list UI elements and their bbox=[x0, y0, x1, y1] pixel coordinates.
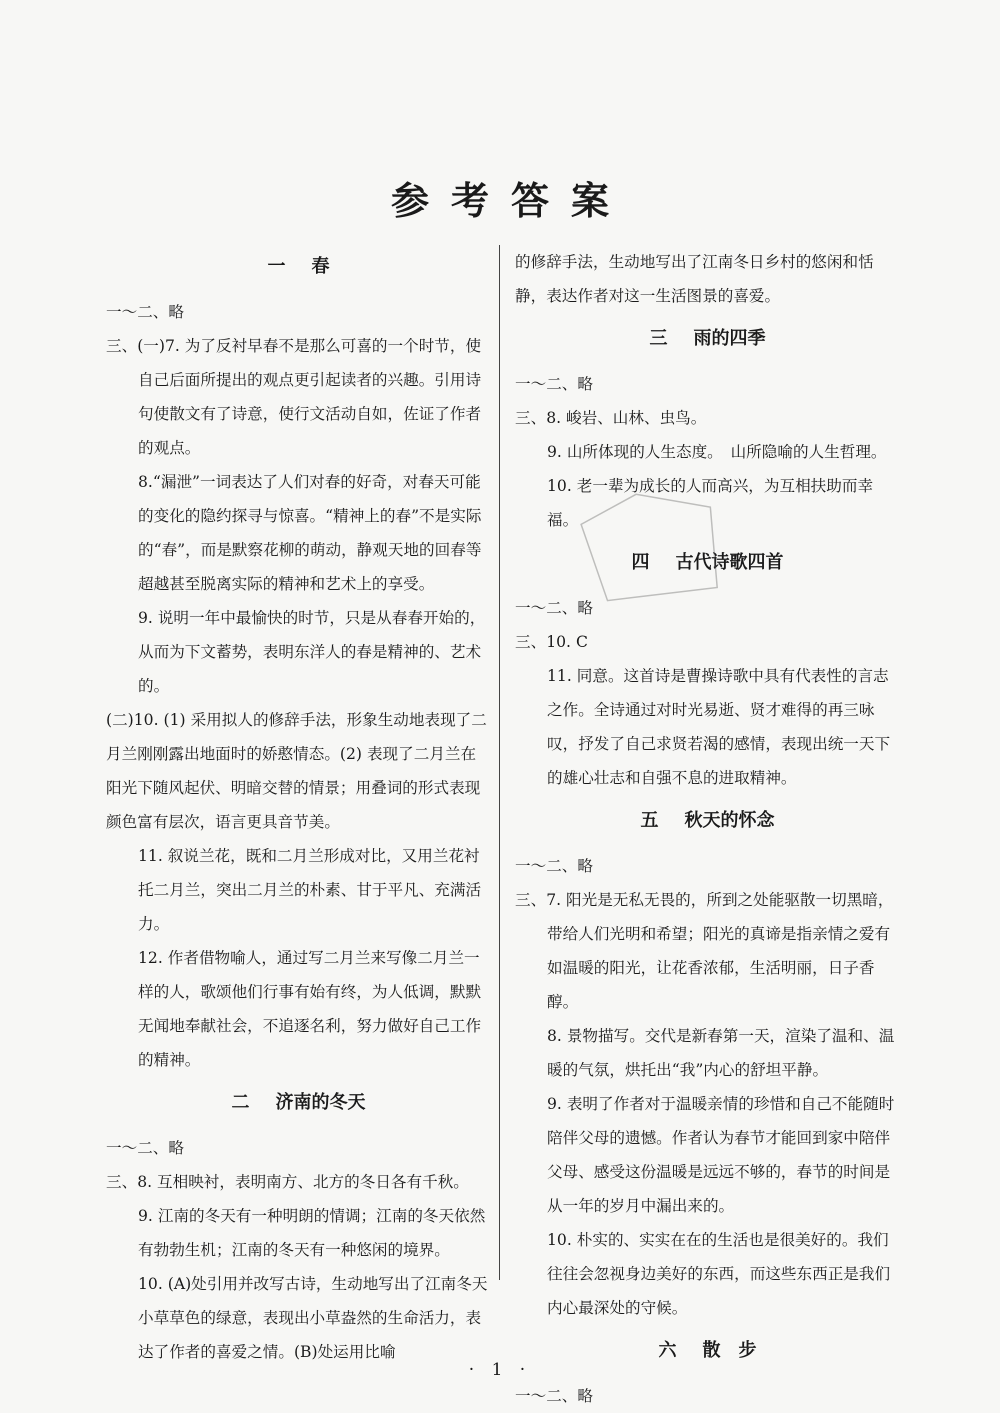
right-column bbox=[515, 245, 900, 1413]
section-title-5 bbox=[515, 803, 900, 839]
section-name: 古代诗歌四首 bbox=[675, 552, 784, 573]
answer-line: 一～二、略 bbox=[515, 599, 593, 617]
answer-line: 10. 朴实的、实实在在的生活也是很美好的。我们往往会忽视身边美好的东西，而这些东西正是我们内心最深处的守候。 bbox=[547, 1231, 891, 1317]
section-title-4 bbox=[515, 545, 900, 581]
section-number: 四 bbox=[631, 552, 650, 573]
page-number: · 1 · bbox=[468, 1360, 532, 1380]
section-number: 五 bbox=[640, 810, 659, 831]
answer-line: 三、8. 峻岩、山林、虫鸟。 bbox=[515, 409, 707, 427]
answer-line: 11. 叙说兰花，既和二月兰形成对比，又用兰花衬托二月兰，突出二月兰的朴素、甘于平凡、充满活力。 bbox=[138, 847, 482, 933]
section-name: 雨的四季 bbox=[693, 328, 766, 349]
section-number: 三 bbox=[649, 328, 668, 349]
answer-line: 8. 景物描写。交代是新春第一天，渲染了温和、温暖的气氛，烘托出“我”内心的舒坦平静。 bbox=[547, 1027, 895, 1079]
section-number: 一 bbox=[267, 256, 286, 277]
answer-line: 三、(一)7. 为了反衬早春不是那么可喜的一个时节，使自己后面所提出的观点更引起读者的兴趣。引用诗句使散文有了诗意，使行文活动自如，佐证了作者的观点。 bbox=[106, 337, 482, 457]
section-name: 济南的冬天 bbox=[275, 1092, 366, 1113]
answer-line: 一～二、略 bbox=[515, 857, 593, 875]
answer-line: 的修辞手法，生动地写出了江南冬日乡村的悠闲和恬静，表达作者对这一生活图景的喜爱。 bbox=[515, 253, 874, 305]
answer-line: 9. 表明了作者对于温暖亲情的珍惜和自己不能随时陪伴父母的遗憾。作者认为春节才能回到家中陪伴父母、感受这份温暖是远远不够的，春节的时间是从一年的岁月中漏出来的。 bbox=[547, 1095, 895, 1215]
section-title-2 bbox=[106, 1085, 491, 1121]
answer-line: 8.“漏泄”一词表达了人们对春的好奇，对春天可能的变化的隐约探寻与惊喜。“精神上的春”不是实际的“春”，而是默察花柳的萌动，静观天地的回春等超越甚至脱离实际的精神和艺术上的享受。 bbox=[138, 473, 482, 593]
answer-line: 12. 作者借物喻人，通过写二月兰来写像二月兰一样的人，歌颂他们行事有始有终，为人低调，默默无闻地奉献社会，不追逐名利，努力做好自己工作的精神。 bbox=[138, 949, 482, 1069]
answer-line: 9. 山所体现的人生态度。 山所隐喻的人生哲理。 bbox=[547, 443, 887, 461]
answer-line: 三、7. 阳光是无私无畏的，所到之处能驱散一切黑暗，带给人们光明和希望；阳光的真谛是指亲情之爱有如温暖的阳光，让花香浓郁，生活明丽，日子香醇。 bbox=[515, 891, 894, 1011]
answer-line: 三、8. 互相映衬，表明南方、北方的冬日各有千秋。 bbox=[106, 1173, 469, 1191]
section-title-1 bbox=[106, 249, 491, 285]
answer-line: 一～二、略 bbox=[106, 303, 184, 321]
answer-line: 一～二、略 bbox=[515, 1387, 593, 1405]
answer-line: 11. 同意。这首诗是曹操诗歌中具有代表性的言志之作。全诗通过对时光易逝、贤才难得的再三咏叹，抒发了自己求贤若渴的感情，表现出统一天下的雄心壮志和自强不息的进取精神。 bbox=[547, 667, 891, 787]
section-name: 秋天的怀念 bbox=[684, 810, 775, 831]
answer-line: 一～二、略 bbox=[515, 375, 593, 393]
left-column bbox=[106, 245, 491, 1369]
answer-line: 三、10. C bbox=[515, 633, 588, 651]
section-name: 散 步 bbox=[702, 1340, 757, 1361]
section-name: 春 bbox=[311, 256, 330, 277]
answer-line: 一～二、略 bbox=[106, 1139, 184, 1157]
answer-line: (二)10. (1) 采用拟人的修辞手法，形象生动地表现了二月兰刚刚露出地面时的娇憨情态。(2) 表现了二月兰在阳光下随风起伏、明暗交替的情景；用叠词的形式表现颜色富有层次，语言更具音节美。 bbox=[106, 711, 487, 831]
answer-line: 10. 老一辈为成长的人而高兴，为互相扶助而幸福。 bbox=[547, 477, 874, 529]
section-title-3 bbox=[515, 321, 900, 357]
section-number: 二 bbox=[231, 1092, 250, 1113]
answer-line: 9. 江南的冬天有一种明朗的情调；江南的冬天依然有勃勃生机；江南的冬天有一种悠闲的境界。 bbox=[138, 1207, 486, 1259]
column-divider bbox=[499, 245, 500, 1280]
page-title: 参考答案 bbox=[390, 178, 631, 223]
answer-line: 10. (A)处引用并改写古诗，生动地写出了江南冬天小草草色的绿意，表现出小草盎然的生命活力，表达了作者的喜爱之情。(B)处运用比喻 bbox=[138, 1275, 488, 1361]
answer-line: 9. 说明一年中最愉快的时节，只是从春春开始的，从而为下文蓄势，表明东洋人的春是精神的、艺术的。 bbox=[138, 609, 486, 695]
section-number: 六 bbox=[658, 1340, 677, 1361]
